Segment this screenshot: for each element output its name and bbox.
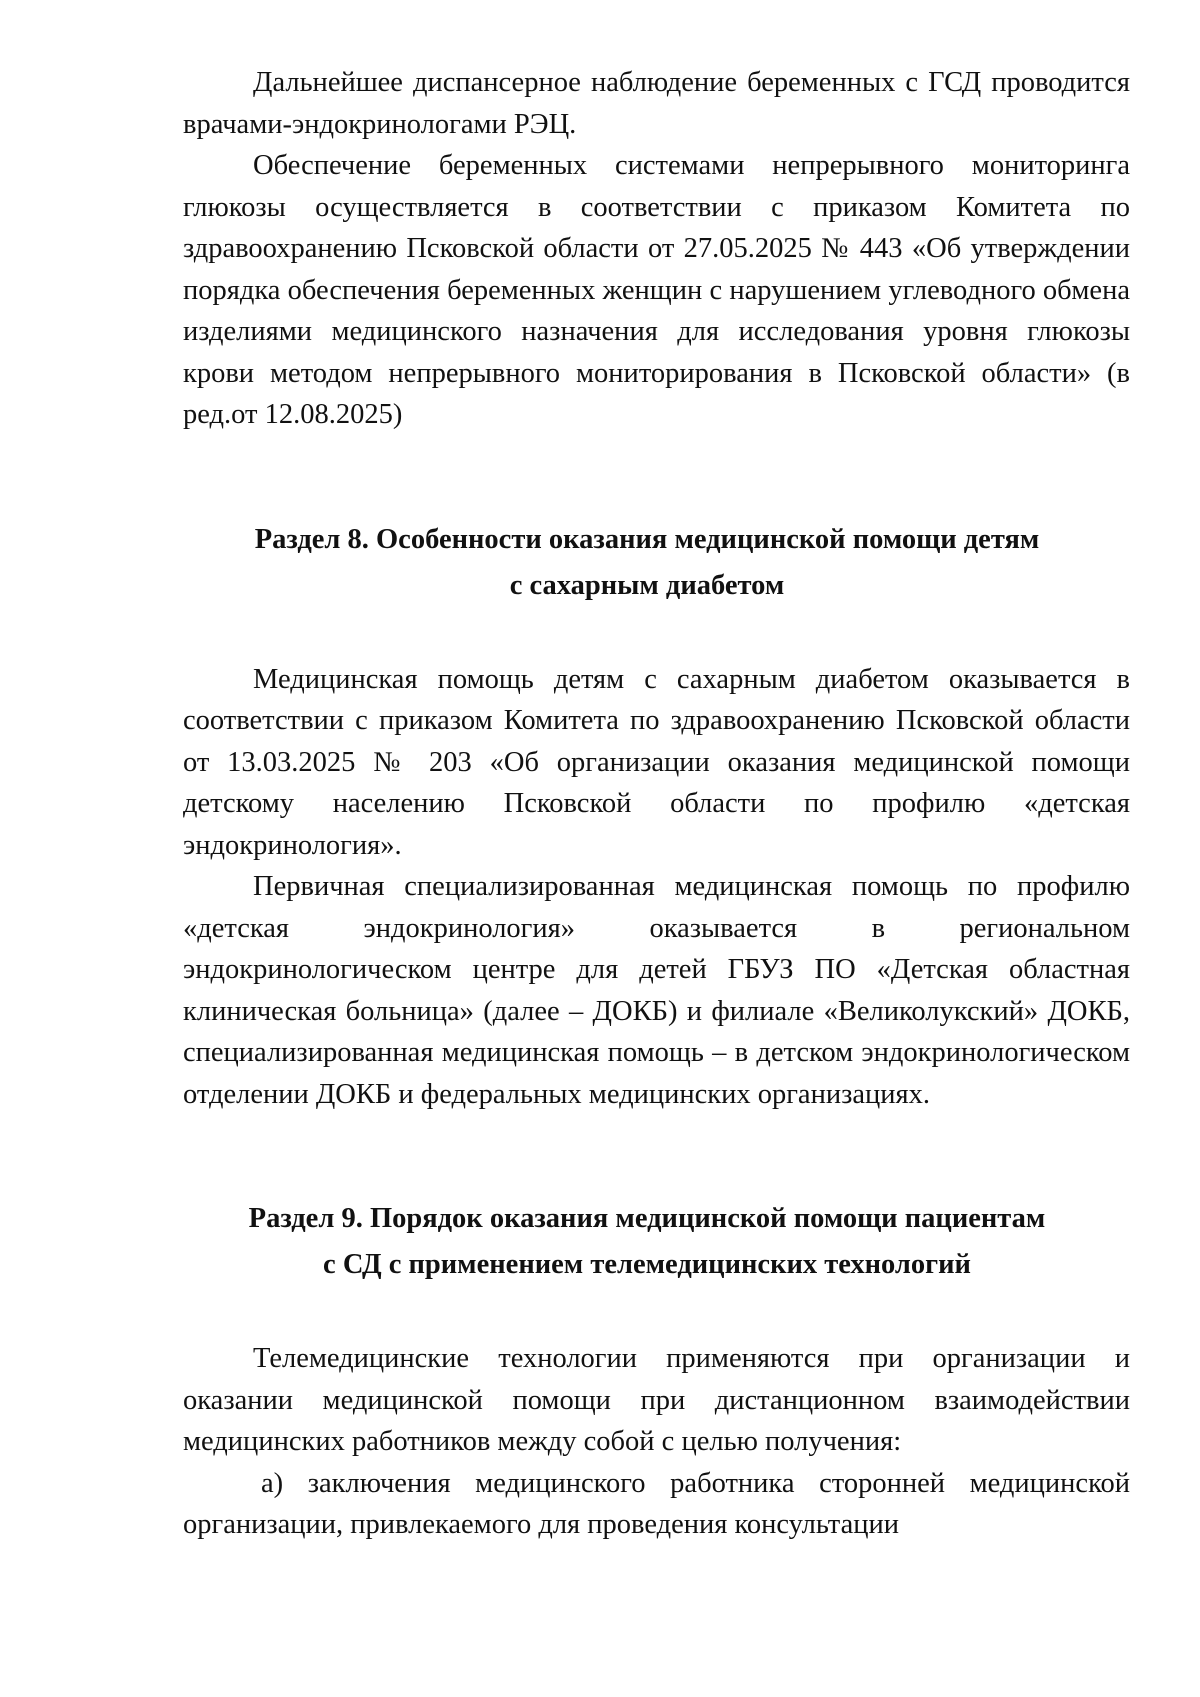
section-9-heading [163, 1196, 1131, 1288]
section-8-title-line1: Раздел 8. Особенности оказания медицинской помощи детям [254, 523, 1040, 555]
document-page [183, 62, 1130, 1546]
section-9-title-line2: с СД с применением телемедицинских технологий [323, 1249, 971, 1280]
paragraph-item-a: а) заключения медицинского работника сторонней медицинской организации, привлекаемого для проведения консультации [183, 1467, 1130, 1540]
paragraph-gsd-observation: Дальнейшее диспансерное наблюдение беременных с ГСД проводится врачами-эндокринологами РЭЦ. [183, 67, 1130, 140]
section-9-title-line1: Раздел 9. Порядок оказания медицинской помощи пациентам [248, 1203, 1046, 1234]
paragraph-glucose-monitoring: Обеспечение беременных системами непрерывного мониторинга глюкозы осуществляется в соответствии с приказом Комитета по здравоохранению Псковской области от 27.05.2025 № 443 «Об утверждении порядка обеспечения беременных женщин с нарушением углеводного обмена изделиями медицинского назначения для исследования уровня глюкозы крови методом непрерывного мониторирования в Псковской области» (в ред.от 12.08.2025) [183, 150, 1130, 430]
paragraph-telemedicine: Телемедицинские технологии применяются при организации и оказании медицинской помощи при дистанционном взаимодействии медицинских работников между собой с целью получения: [183, 1343, 1130, 1457]
paragraph-primary-care: Первичная специализированная медицинская помощь по профилю «детская эндокринология» оказывается в региональном эндокринологическом центре для детей ГБУЗ ПО «Детская областная клиническая больница» (далее – ДОКБ) и филиале «Великолукский» ДОКБ, специализированная медицинская помощь – в детском эндокринологическом отделении ДОКБ и федеральных медицинских организациях. [183, 871, 1130, 1110]
section-8-title-line2: с сахарным диабетом [509, 569, 785, 601]
paragraph-children-care: Медицинская помощь детям с сахарным диабетом оказывается в соответствии с приказом Комитета по здравоохранению Псковской области от 13.03.2025 № 203 «Об организации оказания медицинской помощи детскому населению Псковской области по профилю «детская эндокринология». [183, 663, 1130, 861]
section-8-heading [163, 517, 1131, 609]
